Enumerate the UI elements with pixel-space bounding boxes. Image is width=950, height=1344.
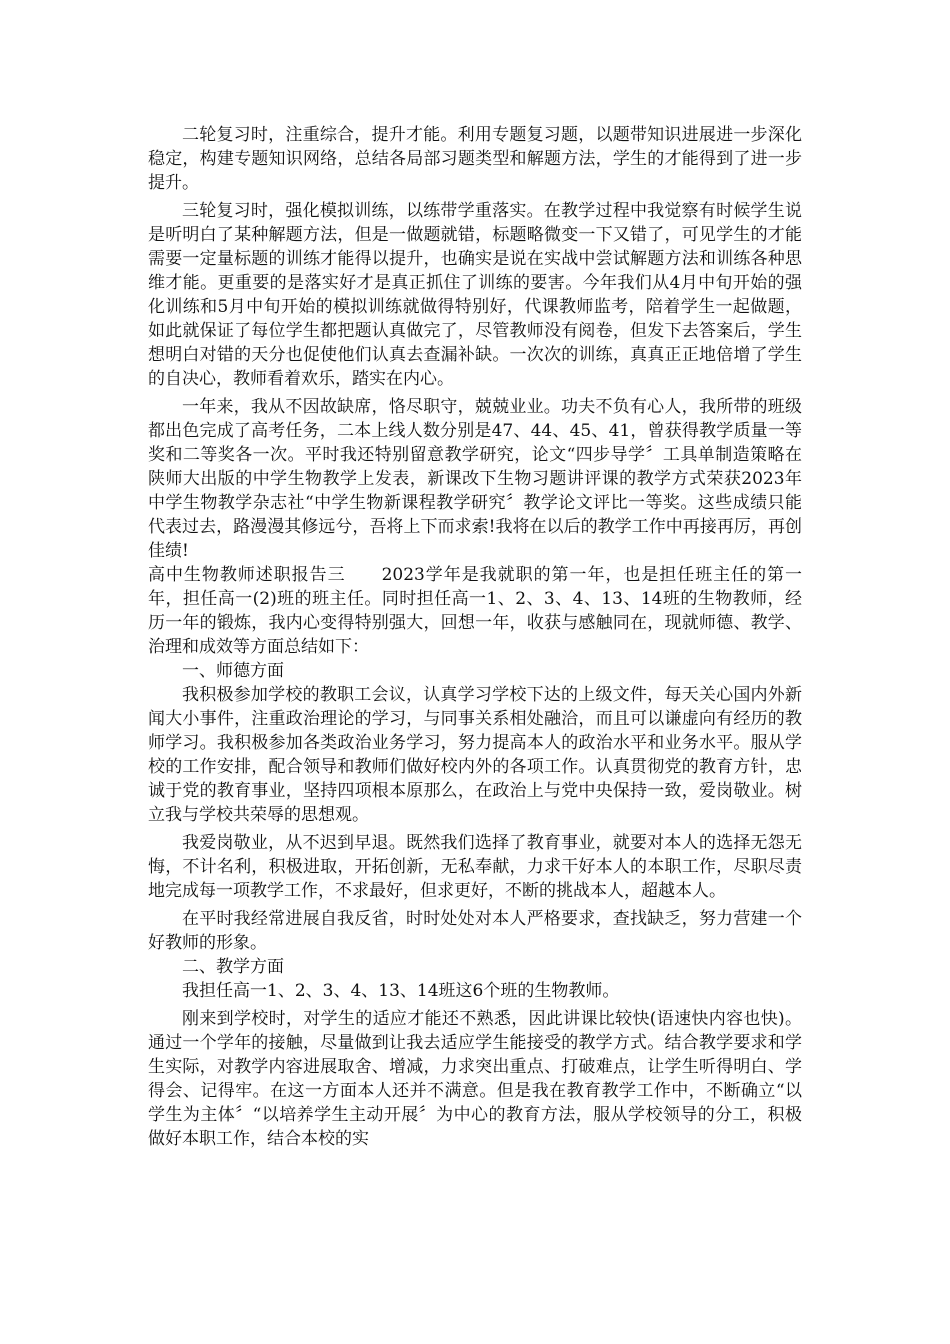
paragraph-teaching-2: 刚来到学校时，对学生的适应才能还不熟悉，因此讲课比较快(语速快内容也快)。通过一个学年的接触，尽量做到让我去适应学生能接受的教学方式。结合教学要求和学生实际，对教学内容进展取舍、增减，力求突出重点、打破难点，让学生听得明白、学得会、记得牢。在这一方面本人还并不满意。但是我在教育教学工作中，不断确立“以学生为主体〞“以培养学生主动开展〞为中心的教育方法，服从学校领导的分工，积极做好本职工作，结合本校的实 <box>148 1009 802 1149</box>
document-body <box>148 123 802 1151</box>
paragraph-second-review: 二轮复习时，注重综合，提升才能。利用专题复习题，以题带知识进展进一步深化稳定，构建专题知识网络，总结各局部习题类型和解题方法，学生的才能得到了进一步提升。 <box>148 125 802 193</box>
section-heading-ethics: 一、师德方面 <box>182 661 284 681</box>
report-intro: 2023学年是我就职的第一年，也是担任班主任的第一年，担任高一(2)班的班主任。同时担任高一1、2、3、4、13、14班的生物教师，经历一年的锻炼，我内心变得特别强大，回想一年，收获与感触同在，现就师德、教学、治理和成效等方面总结如下： <box>148 565 803 657</box>
paragraph-ethics-1: 我积极参加学校的教职工会议，认真学习学校下达的上级文件，每天关心国内外新闻大小事件，注重政治理论的学习，与同事关系相处融洽，而且可以谦虚向有经历的教师学习。我积极参加各类政治业务学习，努力提高本人的政治水平和业务水平。服从学校的工作安排，配合领导和教师们做好校内外的各项工作。认真贯彻党的教育方针，忠诚于党的教育事业，坚持四项根本原那么，在政治上与党中央保持一致，爱岗敬业。树立我与学校共荣辱的思想观。 <box>148 685 802 825</box>
report-title: 高中生物教师述职报告三 <box>148 565 346 585</box>
section-heading-teaching: 二、教学方面 <box>182 957 284 977</box>
report-title-line <box>148 563 802 659</box>
paragraph-ethics-2: 我爱岗敬业，从不迟到早退。既然我们选择了教育事业，就要对本人的选择无怨无悔，不计名利，积极进取，开拓创新，无私奉献，力求干好本人的本职工作，尽职尽责地完成每一项教学工作，不求最好，但求更好，不断的挑战本人，超越本人。 <box>148 833 802 901</box>
paragraph-ethics-3: 在平时我经常进展自我反省，时时处处对本人严格要求，查找缺乏，努力营建一个好教师的形象。 <box>148 909 802 953</box>
paragraph-teaching-1: 我担任高一1、2、3、4、13、14班这6个班的生物教师。 <box>182 981 620 1001</box>
paragraph-year-summary: 一年来，我从不因故缺席，恪尽职守，兢兢业业。功夫不负有心人，我所带的班级都出色完成了高考任务，二本上线人数分别是47、44、45、41，曾获得教学质量一等奖和二等奖各一次。平时我还特别留意教学研究，论文“四步导学〞工具单制造策略在陕师大出版的中学生物教学上发表，新课改下生物习题讲评课的教学方式荣获2023年中学生物教学杂志社“中学生物新课程教学研究〞教学论文评比一等奖。这些成绩只能代表过去，路漫漫其修远兮，吾将上下而求索!我将在以后的教学工作中再接再厉，再创佳绩! <box>148 397 802 561</box>
paragraph-third-review: 三轮复习时，强化模拟训练，以练带学重落实。在教学过程中我觉察有时候学生说是听明白了某种解题方法，但是一做题就错，标题略微变一下又错了，可见学生的才能需要一定量标题的训练才能得以提升，也确实是说在实战中尝试解题方法和训练各种思维才能。更重要的是落实好才是真正抓住了训练的要害。今年我们从4月中旬开始的强化训练和5月中旬开始的模拟训练就做得特别好，代课教师监考，陪着学生一起做题，如此就保证了每位学生都把题认真做完了，尽管教师没有阅卷，但发下去答案后，学生想明白对错的天分也促使他们认真去查漏补缺。一次次的训练，真真正正地倍增了学生的自决心，教师看着欢乐，踏实在内心。 <box>148 201 802 389</box>
